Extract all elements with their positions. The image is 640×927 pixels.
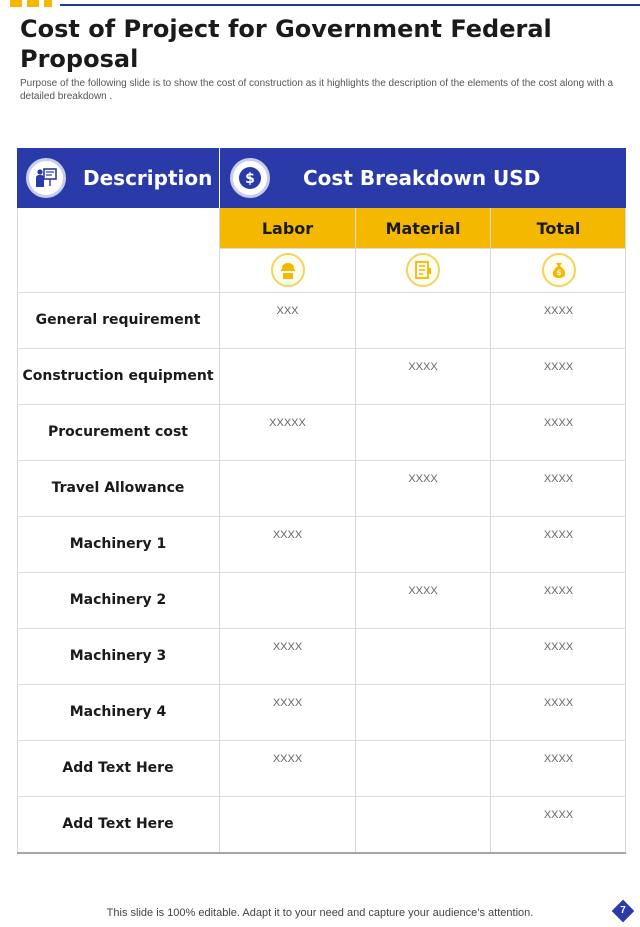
cell-value: XXXX [408,361,438,373]
svg-text:$: $ [556,269,561,277]
cell-value: XXXX [543,585,574,597]
table-cell-labor [220,796,355,852]
table-cell-material [356,628,490,684]
table-cell-labor [220,404,355,460]
row-description: Machinery 3 [69,648,167,664]
page-subtitle: Purpose of the following slide is to show the cost of construction as it highlights the description of the elements of the cost along with a detailed breakdown . [20,78,614,102]
table-cell-material [356,348,490,404]
cell-value: XXX [276,305,299,317]
table-cell-labor [220,628,355,684]
table-cell-labor [220,572,355,628]
cell-value: XXXX [408,585,438,597]
row-description: Add Text Here [62,760,174,776]
cost-breakdown-header-label: Cost Breakdown USD [303,165,541,190]
table-cell-total [491,348,626,404]
cell-value: XXXX [543,753,574,765]
row-description: Add Text Here [62,816,174,832]
dollar-coin-icon [230,158,270,198]
row-description: Construction equipment [22,368,214,384]
money-bag-icon [542,253,576,287]
table-cell-labor [220,740,355,796]
footer-note: This slide is 100% editable. Adapt it to your need and capture your audience’s attention. [106,907,534,919]
row-description: Procurement cost [47,424,188,440]
top-rule [60,4,640,6]
table-cell-labor [220,516,355,572]
svg-text:$: $ [245,170,255,187]
table-cell-total [491,404,626,460]
table-cell-labor [220,292,355,348]
table-cell-total [491,796,626,852]
table-cell-total [491,460,626,516]
description-header [17,147,219,208]
table-cell-total [491,516,626,572]
table-cell-total [491,740,626,796]
column-icon-cell [356,248,490,292]
cell-value: XXXX [272,529,303,541]
row-description: Machinery 1 [69,536,167,552]
column-header-material: Material [356,208,490,248]
cost-breakdown-header [220,147,626,208]
table-cell-material [356,292,490,348]
table-cell-material [356,684,490,740]
column-header-labor: Labor [220,208,355,248]
table-bottom-rule [17,852,626,854]
column-divider [625,208,626,852]
column-divider [355,208,356,852]
table-cell-material [356,404,490,460]
header-top-edge [17,147,626,148]
table-cell-total [491,572,626,628]
column-icon-cell [220,248,355,292]
row-description: Travel Allowance [51,480,185,496]
cell-value: XXXX [543,641,574,653]
presenter-icon [26,158,66,198]
table-cell-total [491,684,626,740]
table-cell-material [356,516,490,572]
column-divider [490,208,491,852]
page-number: 7 [620,905,626,916]
table-cell-labor [220,684,355,740]
table-cell-material [356,796,490,852]
cell-value: XXXX [543,529,574,541]
row-divider [220,248,626,249]
top-accent-bar [44,0,52,7]
column-divider [17,208,18,852]
column-icon-cell [491,248,626,292]
table-cell-material [356,740,490,796]
top-accent-bar [27,0,39,7]
cell-value: XXXX [543,361,574,373]
cell-value: XXXX [543,417,574,429]
cell-value: XXXX [543,809,574,821]
table-cell-labor [220,348,355,404]
table-cell-total [491,292,626,348]
cell-value: XXXX [272,697,303,709]
page-number-badge [612,900,635,923]
cell-value: XXXX [543,473,574,485]
row-description: General requirement [35,312,201,328]
column-divider [219,208,220,852]
column-header-total: Total [491,208,626,248]
row-description: Machinery 4 [69,704,167,720]
table-cell-total [491,628,626,684]
cell-value: XXXX [272,753,303,765]
cell-value: XXXX [272,641,303,653]
worker-icon [271,253,305,287]
top-accent-bar [10,0,22,7]
row-description: Machinery 2 [69,592,167,608]
cell-value: XXXX [543,305,574,317]
material-icon [406,253,440,287]
table-cell-labor [220,460,355,516]
cell-value: XXXX [408,473,438,485]
page-title: Cost of Project for Government Federal Proposal [20,15,552,73]
cell-value: XXXX [543,697,574,709]
cell-value: XXXXX [269,417,306,429]
table-cell-material [356,460,490,516]
table-cell-material [356,572,490,628]
description-header-label: Description [83,165,213,190]
